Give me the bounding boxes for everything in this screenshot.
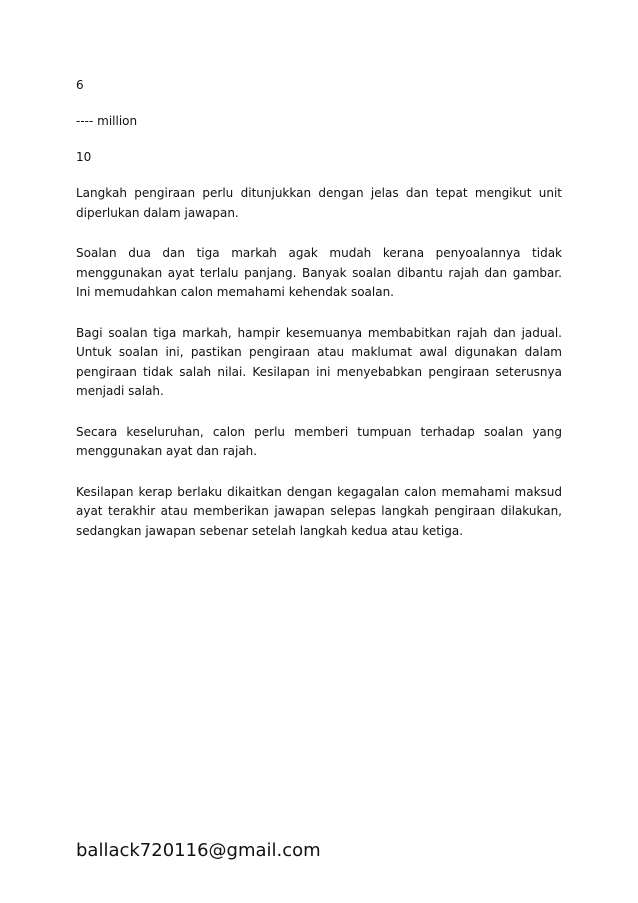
million-line: ---- million <box>76 114 138 128</box>
paragraph-common-mistakes: Kesilapan kerap berlaku dikaitkan dengan kegagalan calon memahami maksud ayat terakhir atau memberikan jawapan selepas langkah pengiraan dilakukan, sedangkan jawapan sebenar setelah langkah kedua atau ketiga. <box>76 484 562 538</box>
number-six-line: 6 <box>76 78 84 92</box>
paragraph-overall: Secara keseluruhan, calon perlu memberi tumpuan terhadap soalan yang menggunakan ayat dan rajah. <box>76 424 562 458</box>
footer-email: ballack720116@gmail.com <box>76 840 321 861</box>
number-ten-line: 10 <box>76 150 92 164</box>
paragraph-three-marks: Bagi soalan tiga markah, hampir kesemuanya membabitkan rajah dan jadual. Untuk soalan ini, pastikan pengiraan atau maklumat awal digunakan dalam pengiraan tidak salah nilai. Kesilapan ini menyebabkan pengiraan seterusnya menjadi salah. <box>76 325 562 398</box>
document-body <box>76 76 562 562</box>
paragraph-calculation-steps: Langkah pengiraan perlu ditunjukkan dengan jelas dan tepat mengikut unit diperlukan dalam jawapan. <box>76 186 562 220</box>
paragraph-two-three-marks: Soalan dua dan tiga markah agak mudah kerana penyoalannya tidak menggunakan ayat terlalu panjang. Banyak soalan dibantu rajah dan gambar. Ini memudahkan calon memahami kehendak soalan. <box>76 246 562 299</box>
